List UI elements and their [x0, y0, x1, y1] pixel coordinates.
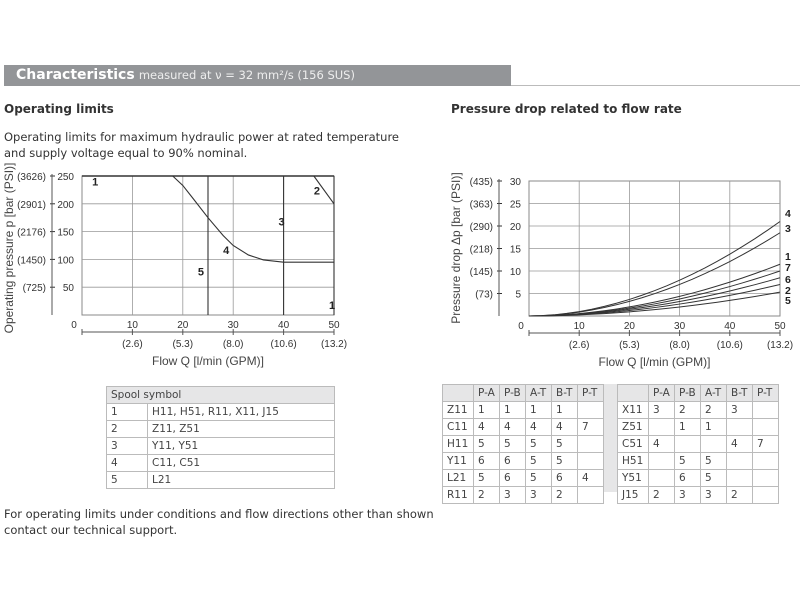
curve-cell	[753, 453, 779, 470]
x-tick-label: 0	[71, 320, 77, 331]
curve-cell: 3	[675, 487, 701, 504]
curve-label: 7	[785, 262, 791, 274]
table-row	[107, 455, 335, 472]
x-tick-label-secondary: (10.6)	[716, 340, 743, 351]
curve-6	[529, 278, 780, 316]
curve-cell	[675, 436, 701, 453]
y-tick-label: 10	[509, 267, 521, 278]
curve-cell: 5	[474, 470, 500, 487]
curve-cell	[578, 402, 604, 419]
curve-cell: 2	[727, 487, 753, 504]
curve-cell	[578, 453, 604, 470]
curve-label: 1	[785, 251, 791, 263]
curve-cell	[753, 487, 779, 504]
spool-cell: R11	[443, 487, 474, 504]
table-row	[618, 402, 779, 419]
column-header: A-T	[526, 385, 552, 402]
curve-cell: 5	[552, 453, 578, 470]
curve-cell	[578, 487, 604, 504]
spool-cell: X11	[618, 402, 649, 419]
y-axis-label: Operating pressure p [bar (PSI)]	[2, 162, 16, 334]
x-tick-label: 50	[328, 320, 340, 331]
x-tick-label-secondary: (13.2)	[766, 340, 794, 351]
spool-cell: Y11	[443, 453, 474, 470]
y-tick-label-secondary: (3626)	[17, 172, 46, 183]
spool-list: C11, C51	[148, 455, 335, 472]
curve-table-right	[617, 384, 779, 504]
table-row	[618, 419, 779, 436]
x-tick-label-secondary: (8.0)	[669, 340, 690, 351]
curve-cell: 7	[578, 419, 604, 436]
section-title: Characteristics	[16, 67, 135, 83]
column-header: B-T	[552, 385, 578, 402]
x-tick-label-secondary: (5.3)	[172, 339, 194, 350]
table-row	[107, 472, 335, 489]
spool-cell: H51	[618, 453, 649, 470]
curve-cell: 3	[526, 487, 552, 504]
x-tick-label-secondary: (13.2)	[320, 339, 348, 350]
curve-cell: 1	[675, 419, 701, 436]
x-tick-label: 0	[518, 321, 524, 332]
curve-cell	[727, 470, 753, 487]
curve-cell: 2	[649, 487, 675, 504]
column-header: P-T	[753, 385, 779, 402]
spool-cell: H11	[443, 436, 474, 453]
curve-cell: 4	[649, 436, 675, 453]
y-tick-label-secondary: (290)	[469, 222, 493, 233]
curve-cell: 1	[500, 402, 526, 419]
curve-number: 5	[107, 472, 148, 489]
y-tick-label: 15	[509, 244, 521, 256]
curve-cell: 5	[701, 470, 727, 487]
curve-1	[529, 264, 780, 316]
y-tick-label-secondary: (1450)	[17, 255, 46, 267]
x-tick-label-secondary: (10.6)	[270, 339, 297, 350]
curve-cell: 5	[552, 436, 578, 453]
y-tick-label: 25	[509, 199, 521, 211]
curve-label: 3	[785, 223, 791, 235]
table-row	[443, 470, 604, 487]
curve-cell	[578, 436, 604, 453]
spool-symbol-table	[106, 386, 335, 489]
curve-cell: 1	[474, 402, 500, 419]
x-tick-label-secondary: (2.6)	[122, 339, 143, 350]
curve-label: 2	[785, 285, 791, 297]
table-row	[443, 402, 604, 419]
curve-cell: 3	[500, 487, 526, 504]
table-separator	[604, 384, 617, 492]
operating-limits-heading: Operating limits	[4, 102, 114, 116]
curve-cell: 6	[675, 470, 701, 487]
column-header: A-T	[701, 385, 727, 402]
curve-cell: 4	[474, 419, 500, 436]
curve-cell	[753, 402, 779, 419]
region-label: 1	[92, 176, 99, 189]
curve-number: 4	[107, 455, 148, 472]
curve-label: 6	[785, 274, 791, 286]
table-row	[618, 487, 779, 504]
curve-table-left	[442, 384, 604, 504]
x-tick-label: 20	[623, 321, 635, 332]
spool-table-header: Spool symbol	[107, 387, 335, 404]
x-tick-label-secondary: (8.0)	[222, 339, 244, 350]
x-tick-label-secondary: (2.6)	[568, 340, 590, 351]
x-axis-label: Flow Q [l/min (GPM)]	[151, 354, 265, 368]
table-row	[107, 421, 335, 438]
y-tick-label: 150	[57, 227, 74, 239]
curve-2	[529, 285, 780, 317]
curve-cell: 5	[526, 436, 552, 453]
region-label: 4	[223, 244, 230, 257]
table-row	[107, 438, 335, 455]
x-tick-label: 20	[177, 320, 189, 331]
curve-cell: 3	[649, 402, 675, 419]
column-header: P-B	[500, 385, 526, 402]
curve-cell: 4	[578, 470, 604, 487]
spool-cell: C11	[443, 419, 474, 436]
curve-label: 4	[785, 208, 791, 220]
curve-label: 5	[785, 295, 791, 307]
region-label: 1	[328, 299, 336, 312]
curve-cell: 5	[701, 453, 727, 470]
table-row	[443, 419, 604, 436]
table-header-row	[443, 385, 604, 402]
curve-cell	[727, 419, 753, 436]
y-tick-label: 30	[509, 177, 521, 188]
y-tick-label: 100	[57, 255, 74, 267]
curve-cell: 5	[474, 436, 500, 453]
pressure-drop-chart	[400, 0, 800, 380]
table-row	[618, 436, 779, 453]
curve-cell: 4	[526, 419, 552, 436]
footnote: For operating limits under conditions and flow directions other than shown contact our technical support.	[4, 507, 434, 537]
y-axis-label: Pressure drop Δp [bar (PSI)]	[449, 172, 463, 324]
curve-cell: 1	[701, 419, 727, 436]
table-row	[443, 487, 604, 504]
column-header: B-T	[727, 385, 753, 402]
table-row	[618, 453, 779, 470]
y-tick-label: 200	[57, 199, 74, 211]
curve-cell: 1	[526, 402, 552, 419]
spool-cell: L21	[443, 470, 474, 487]
y-tick-label-secondary: (2901)	[17, 199, 46, 211]
column-header: P-B	[675, 385, 701, 402]
y-tick-label: 250	[57, 172, 74, 183]
region-label: 5	[197, 266, 205, 279]
table-row	[443, 436, 604, 453]
x-tick-label: 10	[126, 320, 138, 331]
spool-cell: J15	[618, 487, 649, 504]
column-header	[618, 385, 649, 402]
column-header: P-T	[578, 385, 604, 402]
x-tick-label: 30	[674, 321, 686, 332]
spool-list: L21	[148, 472, 335, 489]
spool-list: Z11, Z51	[148, 421, 335, 438]
y-tick-label-secondary: (2176)	[17, 227, 46, 239]
curve-cell: 4	[727, 436, 753, 453]
y-tick-label-secondary: (218)	[469, 244, 493, 256]
column-header	[443, 385, 474, 402]
curve-cell	[649, 419, 675, 436]
curve-cell	[753, 470, 779, 487]
operating-limits-description: Operating limits for maximum hydraulic power at rated temperature and supply voltage equal to 90% nominal.	[4, 130, 399, 160]
curve-cell: 7	[753, 436, 779, 453]
curve-cell: 5	[526, 470, 552, 487]
x-tick-label: 10	[573, 321, 585, 332]
curve-cell: 1	[552, 402, 578, 419]
y-tick-label: 50	[62, 283, 74, 295]
x-tick-label: 50	[774, 321, 786, 332]
curve-cell: 3	[701, 487, 727, 504]
curve-cell: 5	[500, 436, 526, 453]
curve-cell	[727, 453, 753, 470]
curve-cell: 2	[675, 402, 701, 419]
x-tick-label: 40	[724, 321, 736, 332]
spool-cell: Y51	[618, 470, 649, 487]
curve-cell: 3	[727, 402, 753, 419]
pressure-drop-heading: Pressure drop related to flow rate	[451, 102, 682, 116]
spool-cell: C51	[618, 436, 649, 453]
curve-cell	[649, 470, 675, 487]
section-subtitle: measured at ν = 32 mm²/s (156 SUS)	[138, 68, 355, 82]
operating-limits-chart	[0, 0, 400, 380]
x-tick-label: 30	[227, 320, 239, 331]
region-label: 2	[313, 185, 320, 198]
curve-number: 3	[107, 438, 148, 455]
curve-cell: 5	[675, 453, 701, 470]
x-axis-label: Flow Q [l/min (GPM)]	[598, 355, 711, 369]
table-row	[443, 453, 604, 470]
y-tick-label-secondary: (725)	[22, 283, 46, 295]
y-tick-label-secondary: (73)	[475, 289, 493, 301]
curve-cell: 6	[474, 453, 500, 470]
curve-cell: 2	[552, 487, 578, 504]
y-tick-label-secondary: (435)	[469, 177, 493, 188]
y-tick-label-secondary: (145)	[469, 267, 493, 278]
curve-cell: 2	[701, 402, 727, 419]
spool-cell: Z51	[618, 419, 649, 436]
region-label: 3	[278, 216, 285, 229]
curve-cell: 6	[500, 470, 526, 487]
x-tick-label: 40	[278, 320, 290, 331]
column-header: P-A	[649, 385, 675, 402]
curve-cell: 5	[526, 453, 552, 470]
table-row	[618, 470, 779, 487]
curve-number: 1	[107, 404, 148, 421]
curve-cell	[649, 453, 675, 470]
curve-cell: 4	[500, 419, 526, 436]
curve-number: 2	[107, 421, 148, 438]
curve-cell: 2	[474, 487, 500, 504]
spool-list: Y11, Y51	[148, 438, 335, 455]
spool-cell: Z11	[443, 402, 474, 419]
spool-list: H11, H51, R11, X11, J15	[148, 404, 335, 421]
limit-curve	[173, 176, 334, 262]
y-tick-label-secondary: (363)	[469, 199, 493, 211]
curve-cell: 6	[500, 453, 526, 470]
y-tick-label: 5	[515, 289, 521, 301]
table-row	[107, 404, 335, 421]
column-header: P-A	[474, 385, 500, 402]
y-tick-label: 20	[509, 222, 521, 233]
table-header-row	[618, 385, 779, 402]
x-tick-label-secondary: (5.3)	[619, 340, 640, 351]
curve-cell: 4	[552, 419, 578, 436]
curve-cell: 6	[552, 470, 578, 487]
curve-cell	[753, 419, 779, 436]
curve-cell	[701, 436, 727, 453]
